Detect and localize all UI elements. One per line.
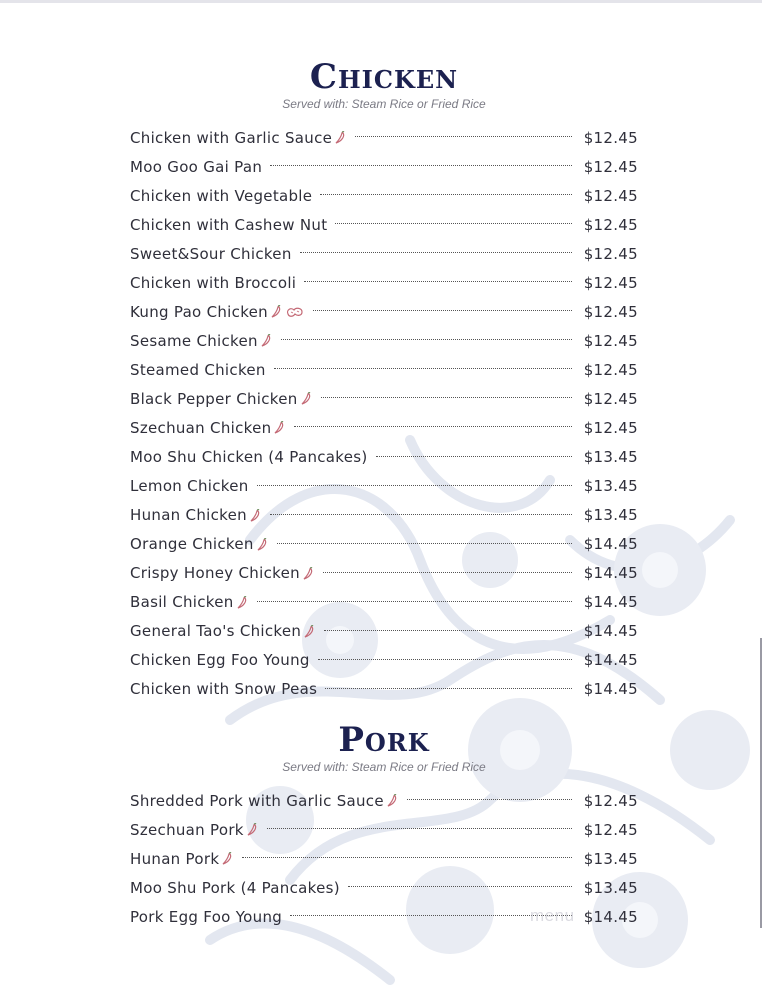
menu-item-row <box>130 326 638 355</box>
menu-item-name: Sesame Chicken <box>130 331 258 350</box>
menu-item-name: Moo Shu Pork (4 Pancakes) <box>130 878 340 897</box>
menu-item-name: Chicken with Garlic Sauce <box>130 128 333 147</box>
dotted-leader <box>318 659 572 660</box>
menu-item-row <box>130 181 638 210</box>
menu-item-price: $12.45 <box>583 302 638 321</box>
menu-item-name: Chicken with Snow Peas <box>130 680 318 699</box>
menu-item-row <box>130 675 638 704</box>
dotted-leader <box>376 456 572 457</box>
menu-item-row <box>130 588 638 617</box>
menu-item-name: Kung Pao Chicken <box>130 302 268 321</box>
dotted-leader <box>335 223 571 224</box>
menu-item-price: $14.45 <box>583 593 638 612</box>
chili-pepper-icon <box>246 822 259 837</box>
chicken-item-list <box>130 123 638 704</box>
dotted-leader <box>267 828 572 829</box>
menu-item-row <box>130 844 638 873</box>
dotted-leader <box>323 572 572 573</box>
dotted-leader <box>320 194 571 195</box>
chili-pepper-icon <box>236 595 249 610</box>
menu-item-price: $14.45 <box>583 622 638 641</box>
chili-pepper-icon <box>273 420 286 435</box>
menu-item-row <box>130 123 638 152</box>
menu-item-name: Chicken with Vegetable <box>130 186 313 205</box>
dotted-leader <box>325 688 571 689</box>
menu-item-name: Hunan Chicken <box>130 506 247 525</box>
menu-item-price: $12.45 <box>583 128 638 147</box>
menu-item-name: Sweet&Sour Chicken <box>130 244 292 263</box>
menu-item-row <box>130 501 638 530</box>
dotted-leader <box>324 630 571 631</box>
menu-item-row <box>130 152 638 181</box>
menu-item-name: General Tao's Chicken <box>130 622 302 641</box>
dotted-leader <box>257 485 572 486</box>
menu-item-row <box>130 815 638 844</box>
menu-item-name: Chicken with Broccoli <box>130 273 297 292</box>
dotted-leader <box>270 514 572 515</box>
menu-item-name: Steamed Chicken <box>130 360 266 379</box>
menu-item-price: $12.45 <box>583 244 638 263</box>
menu-item-price: $12.45 <box>583 360 638 379</box>
menu-item-row <box>130 355 638 384</box>
menu-item-name: Chicken with Cashew Nut <box>130 215 328 234</box>
section-title: Pork <box>338 720 430 760</box>
section-subtitle: Served with: Steam Rice or Fried Rice <box>282 97 486 111</box>
menu-item-price: $12.45 <box>583 389 638 408</box>
menu-item-row <box>130 530 638 559</box>
menu-item-row <box>130 210 638 239</box>
dotted-leader <box>304 281 571 282</box>
menu-item-row <box>130 413 638 442</box>
menu-item-price: $14.45 <box>583 907 638 926</box>
dotted-leader <box>300 252 572 253</box>
menu-item-price: $12.45 <box>583 791 638 810</box>
menu-item-name: Orange Chicken <box>130 535 254 554</box>
watermark-text: menu <box>530 906 575 925</box>
menu-item-price: $14.45 <box>583 564 638 583</box>
menu-item-price: $12.45 <box>583 273 638 292</box>
menu-item-row <box>130 617 638 646</box>
menu-item-price: $12.45 <box>583 331 638 350</box>
menu-item-row <box>130 873 638 902</box>
menu-item-name: Pork Egg Foo Young <box>130 907 283 926</box>
menu-item-row <box>130 239 638 268</box>
menu-item-name: Lemon Chicken <box>130 477 249 496</box>
menu-item-row <box>130 443 638 472</box>
menu-item-price: $13.45 <box>583 849 638 868</box>
dotted-leader <box>348 886 572 887</box>
menu-item-row <box>130 268 638 297</box>
menu-item-price: $13.45 <box>583 506 638 525</box>
menu-item-name: Hunan Pork <box>130 849 220 868</box>
menu-item-price: $12.45 <box>583 820 638 839</box>
menu-item-name: Moo Shu Chicken (4 Pancakes) <box>130 448 368 467</box>
section-title: Chicken <box>309 57 459 97</box>
chili-pepper-icon <box>302 566 315 581</box>
chili-pepper-icon <box>249 508 262 523</box>
dotted-leader <box>242 857 571 858</box>
menu-item-price: $13.45 <box>583 878 638 897</box>
chili-pepper-icon <box>221 851 234 866</box>
menu-item-name: Basil Chicken <box>130 593 234 612</box>
menu-item-price: $14.45 <box>583 651 638 670</box>
dotted-leader <box>321 397 572 398</box>
menu-item-row <box>130 297 638 326</box>
menu-item-row <box>130 472 638 501</box>
chili-pepper-icon <box>303 624 316 639</box>
menu-item-row <box>130 786 638 815</box>
top-divider <box>0 0 762 3</box>
chili-pepper-icon <box>300 391 313 406</box>
peanut-icon <box>285 304 305 319</box>
menu-item-name: Moo Goo Gai Pan <box>130 157 263 176</box>
menu-item-price: $14.45 <box>583 535 638 554</box>
menu-item-name: Szechuan Pork <box>130 820 244 839</box>
dotted-leader <box>281 339 572 340</box>
chili-pepper-icon <box>270 304 283 319</box>
menu-item-name: Szechuan Chicken <box>130 418 272 437</box>
menu-item-price: $12.45 <box>583 215 638 234</box>
chili-pepper-icon <box>334 130 347 145</box>
menu-item-name: Chicken Egg Foo Young <box>130 651 310 670</box>
menu-item-price: $14.45 <box>583 680 638 699</box>
dotted-leader <box>257 601 572 602</box>
menu-item-name: Crispy Honey Chicken <box>130 564 300 583</box>
section-subtitle: Served with: Steam Rice or Fried Rice <box>282 760 486 774</box>
menu-item-row <box>130 384 638 413</box>
menu-item-name: Black Pepper Chicken <box>130 389 298 408</box>
menu-item-row <box>130 646 638 675</box>
chili-pepper-icon <box>260 333 273 348</box>
menu-item-name: Shredded Pork with Garlic Sauce <box>130 791 384 810</box>
dotted-leader <box>277 543 572 544</box>
menu-item-price: $12.45 <box>583 157 638 176</box>
dotted-leader <box>407 799 572 800</box>
chicken-section <box>130 57 638 699</box>
dotted-leader <box>355 136 572 137</box>
menu-item-price: $12.45 <box>583 418 638 437</box>
menu-item-price: $12.45 <box>583 186 638 205</box>
dotted-leader <box>313 310 572 311</box>
menu-item-row <box>130 559 638 588</box>
dotted-leader <box>270 165 572 166</box>
menu-item-price: $13.45 <box>583 477 638 496</box>
chili-pepper-icon <box>256 537 269 552</box>
menu-item-price: $13.45 <box>583 448 638 467</box>
chili-pepper-icon <box>386 793 399 808</box>
dotted-leader <box>294 426 571 427</box>
dotted-leader <box>274 368 572 369</box>
